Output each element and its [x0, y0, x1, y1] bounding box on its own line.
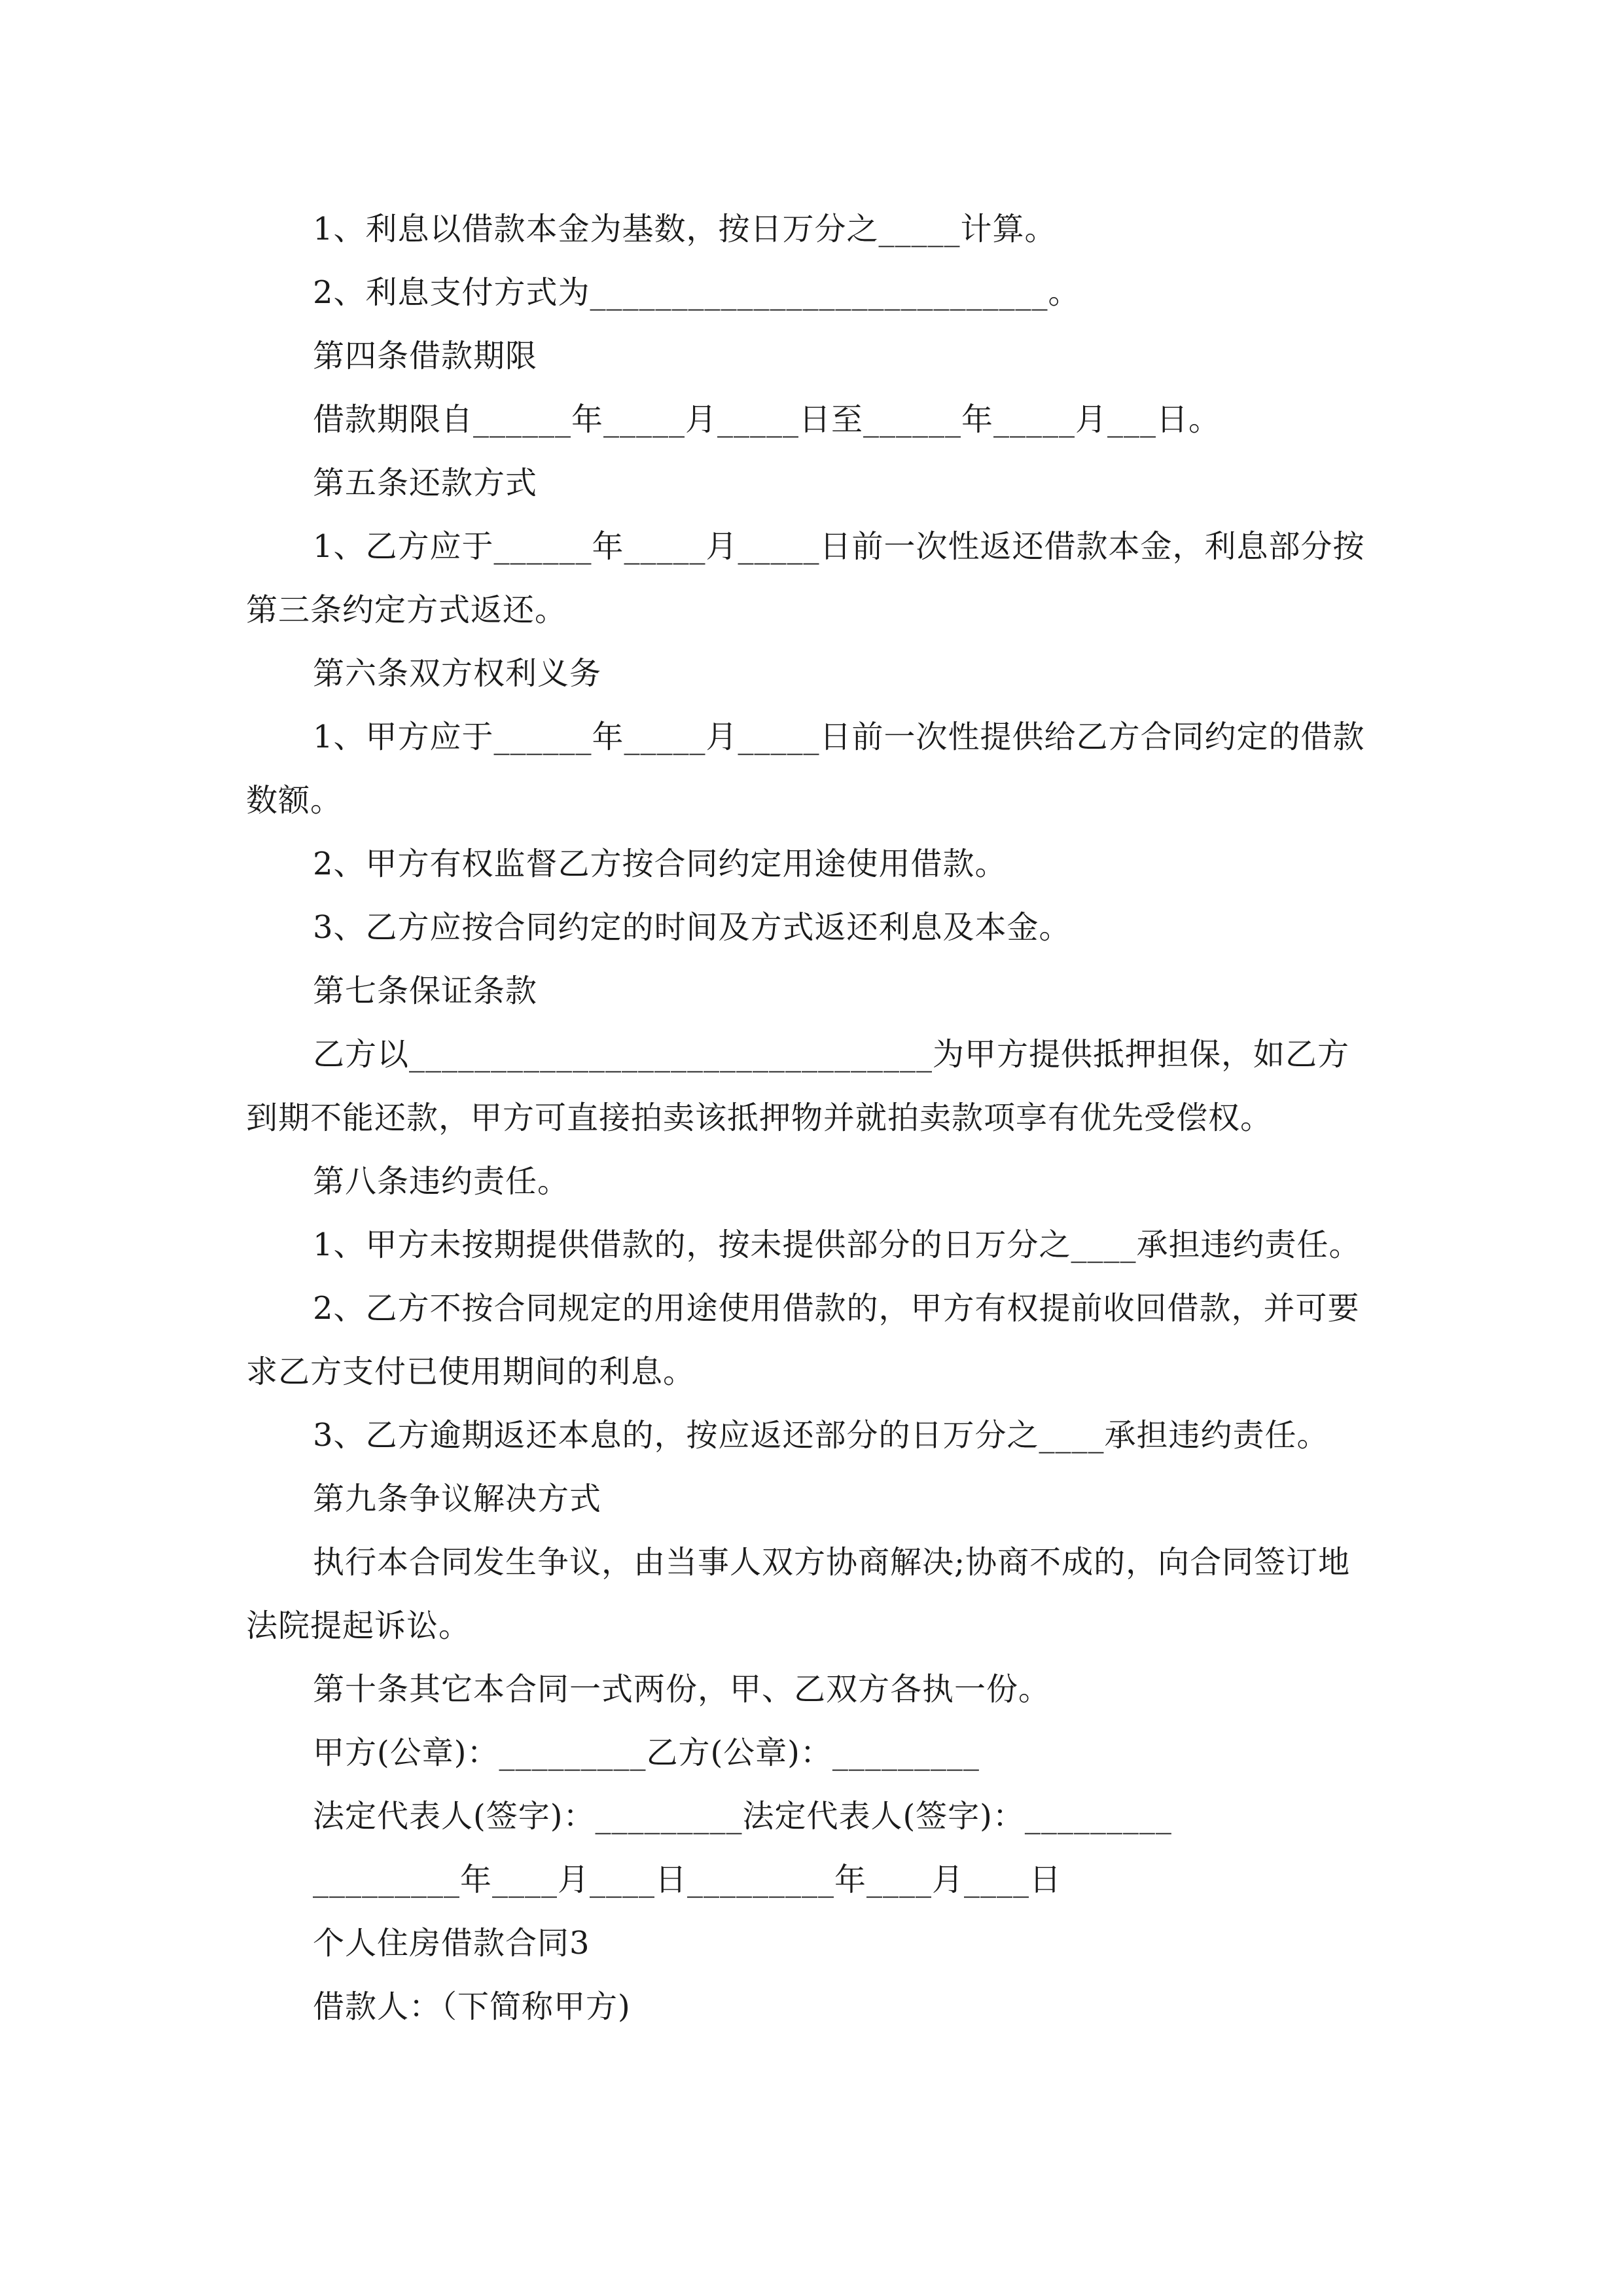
clause-5-item-1: 1、乙方应于______年_____月_____日前一次性返还借款本金，利息部分按	[313, 528, 1365, 565]
borrower-line: 借款人：（下简称甲方)	[313, 1988, 631, 2025]
clause-6-heading: 第六条双方权利义务	[313, 655, 602, 692]
clause-8-item-2: 2、乙方不按合同规定的用途使用借款的，甲方有权提前收回借款，并可要	[313, 1290, 1360, 1327]
clause-5-heading: 第五条还款方式	[313, 465, 538, 501]
clause-8-item-2-cont: 求乙方支付已使用期间的利息。	[246, 1354, 696, 1390]
clause-7-text-cont: 到期不能还款，甲方可直接拍卖该抵押物并就拍卖款项享有优先受偿权。	[246, 1100, 1273, 1136]
seal-line: 甲方(公章)：_________乙方(公章)：_________	[313, 1734, 980, 1771]
clause-9-text-cont: 法院提起诉讼。	[246, 1607, 471, 1644]
clause-3-item-1: 1、利息以借款本金为基数，按日万分之_____计算。	[313, 211, 1057, 247]
date-line: _________年____月____日_________年____月____日	[313, 1861, 1062, 1898]
clause-9-text: 执行本合同发生争议，由当事人双方协商解决;协商不成的，向合同签订地	[313, 1544, 1351, 1581]
clause-8-item-3: 3、乙方逾期返还本息的，按应返还部分的日万分之____承担违约责任。	[313, 1417, 1329, 1454]
clause-7-heading: 第七条保证条款	[313, 973, 538, 1009]
clause-6-item-3: 3、乙方应按合同约定的时间及方式返还利息及本金。	[313, 909, 1071, 946]
clause-9-heading: 第九条争议解决方式	[313, 1480, 602, 1517]
clause-8-heading: 第八条违约责任。	[313, 1163, 570, 1200]
clause-10-text: 第十条其它本合同一式两份，甲、乙双方各执一份。	[313, 1671, 1051, 1708]
clause-4-text: 借款期限自______年_____月_____日至______年_____月___日。	[313, 401, 1221, 438]
clause-7-text: 乙方以________________________________为甲方提供抵押担保，如乙方	[313, 1036, 1350, 1073]
clause-6-item-1: 1、甲方应于______年_____月_____日前一次性提供给乙方合同约定的借款	[313, 719, 1365, 755]
clause-4-heading: 第四条借款期限	[313, 338, 538, 374]
clause-3-item-2: 2、利息支付方式为____________________________。	[313, 274, 1080, 311]
clause-6-item-2: 2、甲方有权监督乙方按合同约定用途使用借款。	[313, 846, 1007, 882]
clause-8-item-1: 1、甲方未按期提供借款的，按未提供部分的日万分之____承担违约责任。	[313, 1227, 1361, 1263]
clause-6-item-1-cont: 数额。	[246, 782, 343, 819]
signature-line: 法定代表人(签字)：_________法定代表人(签字)：_________	[313, 1798, 1172, 1835]
clause-5-item-1-cont: 第三条约定方式返还。	[246, 592, 567, 628]
next-contract-title: 个人住房借款合同3	[313, 1925, 590, 1962]
